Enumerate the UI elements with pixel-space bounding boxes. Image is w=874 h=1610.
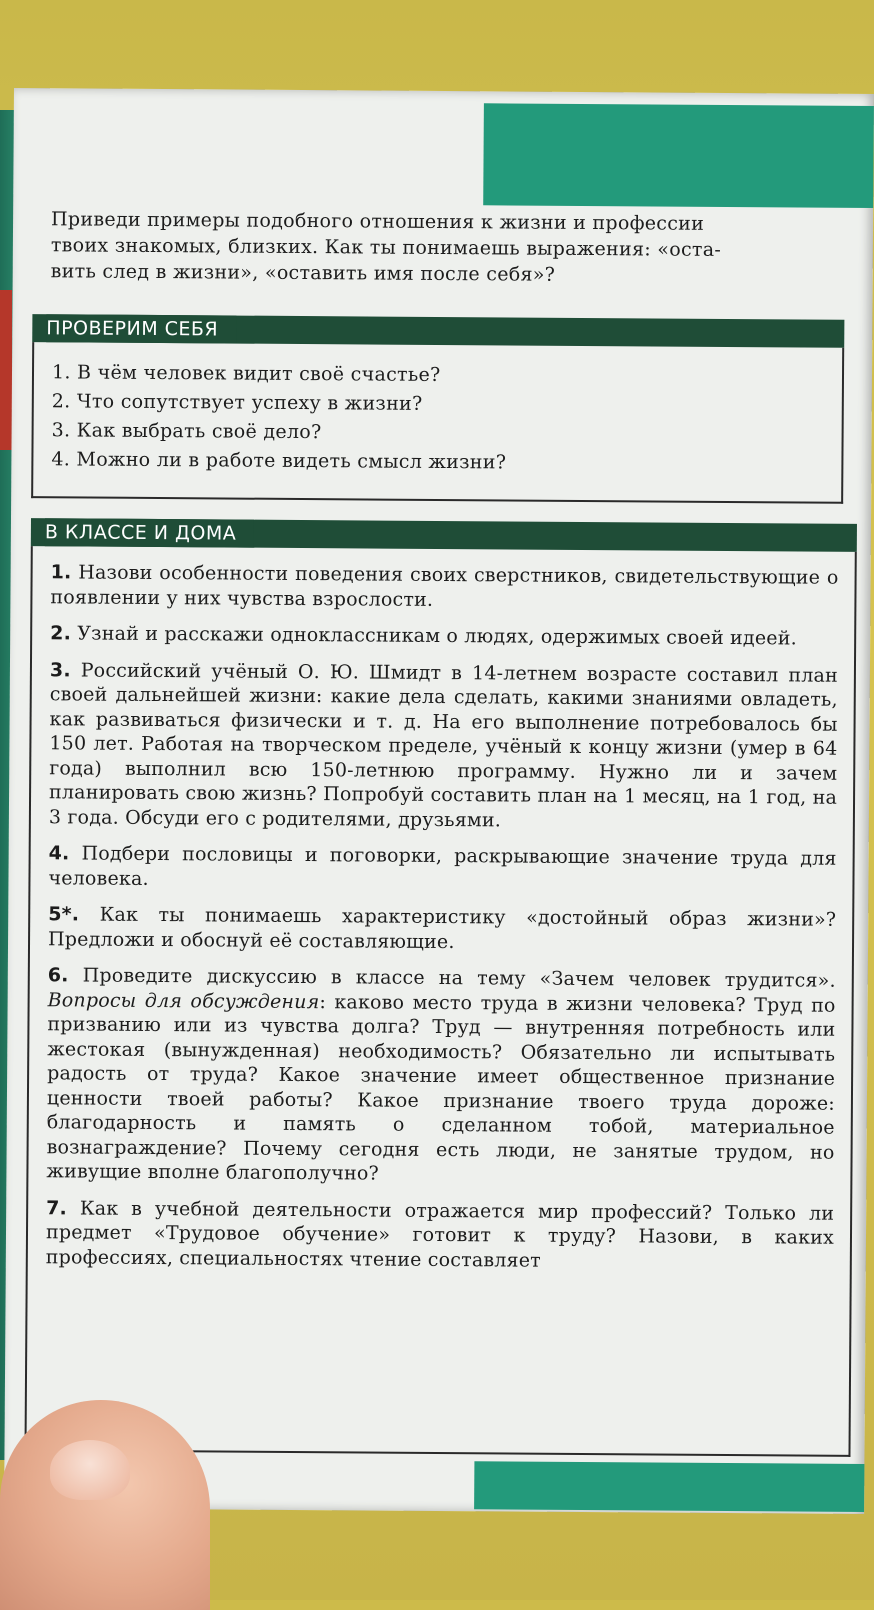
list-item: 4. Можно ли в работе видеть смысл жизни? — [51, 448, 507, 474]
task-item — [50, 560, 838, 615]
task-number: 4. — [48, 842, 70, 865]
task-italic: Вопросы для обсуждения — [47, 988, 320, 1013]
tasks-box — [24, 546, 856, 1457]
list-item: 1. В чём человек видит своё счастье? — [51, 361, 441, 386]
task-item — [48, 902, 836, 957]
task-item — [49, 658, 838, 835]
list-item: 2. Что сопутствует успеху в жизни? — [51, 390, 423, 415]
task-item — [46, 963, 836, 1189]
task-item — [48, 841, 836, 896]
task-text: Как ты понимаешь характеристику «достойный образ жизни»? Предложи и обоснуй её составляющие. — [47, 903, 837, 953]
task-text: Узнай и расскажи одноклассникам о людях, одержимых своей идеей. — [77, 622, 797, 650]
task-number: 2. — [50, 622, 72, 645]
fingernail — [50, 1440, 130, 1500]
list-item: 3. Как выбрать своё дело? — [51, 419, 322, 444]
task-list — [28, 546, 855, 1275]
task-text: Как в учебной деятельности отражается мир профессий? Только ли предмет «Трудовое обучение» готовит к труду? Назови, в каких профессиях, специальностях чтение составляет — [45, 1196, 835, 1272]
task-text: Подбери пословицы и поговорки, раскрывающие значение труда для человека. — [48, 842, 837, 890]
decorative-green-block-bottom — [474, 1461, 864, 1512]
cover-red-stripe — [0, 290, 12, 450]
section-title: ПРОВЕРИМ СЕБЯ — [46, 314, 236, 343]
task-number: 6. — [47, 964, 69, 987]
task-number: 5*. — [48, 903, 80, 926]
task-number: 1. — [50, 561, 72, 584]
intro-paragraph — [51, 206, 872, 290]
task-item — [46, 1196, 834, 1275]
task-text: Назови особенности поведения своих сверстников, свидетельствующие о появлении у них чувства взрослости. — [50, 561, 839, 611]
decorative-green-block-top — [483, 103, 874, 208]
section-title: В КЛАССЕ И ДОМА — [45, 518, 255, 547]
task-text: : каково место труда в жизни человека? Труд по призванию или из чувства долга? Труд — внутренняя потребность или жестокая (вынужденная) необходимость? Обязательно ли испытывать радость от труда? Какое значение имеет общественное признание ценности твоей работы? Какое признание твоего труда дороже: благодарность и память о сделанном тобой, материальное вознаграждение? Почему сегодня есть люди, не занятые трудом, но живущие вполне благополучно? — [46, 990, 836, 1185]
task-text: Проведите дискуссию в классе на тему «Зачем человек трудится». — [82, 964, 836, 992]
intro-line: Приведи примеры подобного отношения к жизни и профессии — [51, 208, 705, 235]
task-number: 7. — [46, 1196, 68, 1219]
task-number: 3. — [49, 658, 71, 681]
task-text: Российский учёный О. Ю. Шмидт в 14-летнем возрасте составил план своей дальнейшей жизни: какие дела сделать, какими знаниями овладеть, как развиваться физически и т. д. На его выполнение потребовалось бы 150 лет. Работая на творческом пределе, учёный к концу жизни (умер в 64 года) выполнил всю 150-летнюю программу. Нужно ли и зачем планировать свою жизнь? Попробуй составить план на 1 месяц, на 1 год, на 3 года. Обсуди его с родителями, друзьями. — [48, 658, 838, 831]
task-item — [50, 621, 838, 651]
intro-line: вить след в жизни», «оставить имя после себя»? — [50, 260, 556, 286]
textbook-page — [4, 88, 874, 1514]
finger-holding-page — [0, 1400, 210, 1610]
intro-line: твоих знакомых, близких. Как ты понимаешь выражения: «оста- — [50, 234, 722, 261]
check-box — [31, 342, 844, 504]
check-questions — [33, 342, 842, 480]
